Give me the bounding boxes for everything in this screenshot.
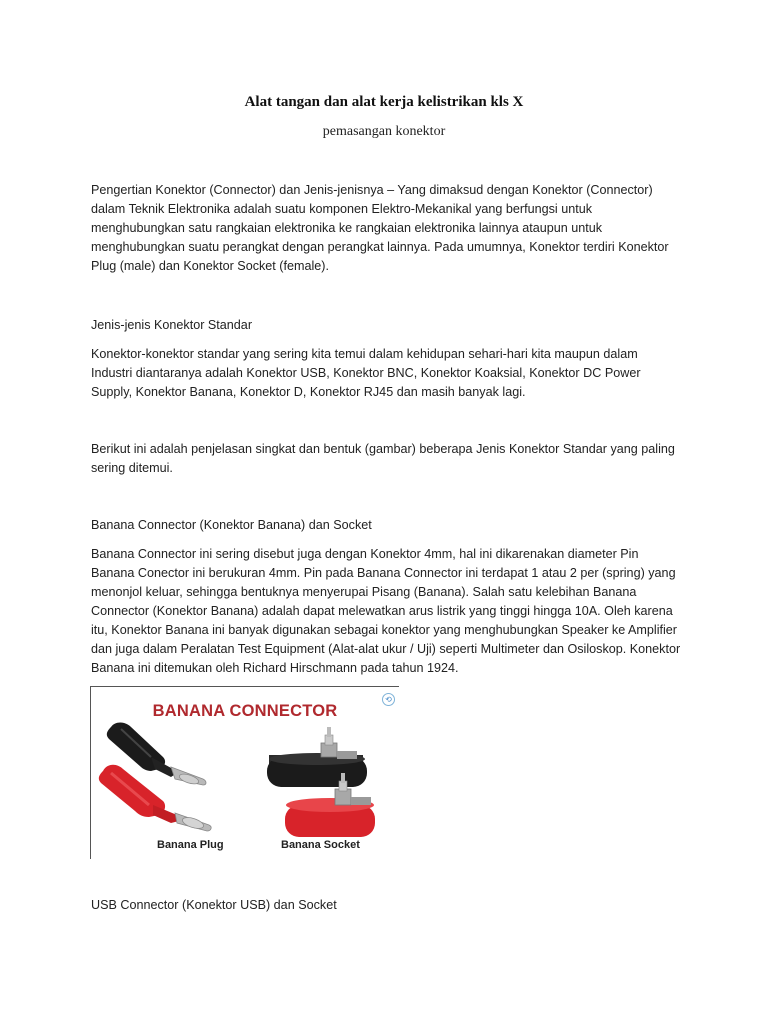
label-banana-plug: Banana Plug — [157, 839, 224, 851]
paragraph-intro-list: Berikut ini adalah penjelasan singkat dan bentuk (gambar) beberapa Jenis Konektor Standar yang paling sering ditemui. — [91, 442, 675, 475]
heading-standard-connectors: Jenis-jenis Konektor Standar — [91, 318, 253, 332]
paragraph-definition: Pengertian Konektor (Connector) dan Jenis-jenisnya – Yang dimaksud dengan Konektor (Connector) dalam Teknik Elektronika adalah suatu komponen Elektro-Mekanikal yang berfungsi untuk menghubungkan satu rangkaian elektronika ke rangkaian elektronika lainnya ataupun untuk menghubungkan suatu perangkat dengan perangkat lainnya. Pada umumnya, Konektor terdiri Konektor Plug (male) dan Konektor Socket (female). — [91, 183, 669, 273]
document-title: Alat tangan dan alat kerja kelistrikan kls X — [244, 94, 524, 110]
label-banana-socket: Banana Socket — [281, 839, 360, 851]
banana-illustration — [91, 687, 399, 859]
banana-connector-figure — [90, 686, 399, 859]
ad-choices-icon[interactable]: ⟲ — [382, 693, 395, 706]
document-subtitle: pemasangan konektor — [322, 124, 446, 139]
black-banana-socket-icon — [267, 727, 367, 787]
heading-usb-connector: USB Connector (Konektor USB) dan Socket — [91, 898, 337, 912]
figure-title: BANANA CONNECTOR — [152, 702, 338, 720]
red-banana-plug-icon — [99, 765, 211, 831]
heading-banana-connector: Banana Connector (Konektor Banana) dan Socket — [91, 518, 372, 532]
paragraph-banana-connector: Banana Connector ini sering disebut juga dengan Konektor 4mm, hal ini dikarenakan diameter Pin Banana Conector ini berukuran 4mm. Pin pada Banana Connector ini terdapat 1 atau 2 per (spring) yang menonjol keluar, sehingga bentuknya menyerupai Pisang (Banana). Salah satu kelebihan Banana Connector (Konektor Banana) adalah dapat melewatkan arus listrik yang tinggi hingga 10A. Oleh karena itu, Konektor Banana ini banyak digunakan sebagai konektor yang menghubungkan Speaker ke Amplifier dan juga dalam Peralatan Test Equipment (Alat-alat ukur / Uji) seperti Multimeter dan Osiloskop. Konektor Banana ini ditemukan oleh Richard Hirschmann pada tahun 1924. — [91, 547, 681, 675]
paragraph-standard-connectors: Konektor-konektor standar yang sering kita temui dalam kehidupan sehari-hari kita maupun dalam Industri diantaranya adalah Konektor USB, Konektor BNC, Konektor Koaksial, Konektor DC Power Supply, Konektor Banana, Konektor D, Konektor RJ45 dan masih banyak lagi. — [91, 347, 641, 399]
